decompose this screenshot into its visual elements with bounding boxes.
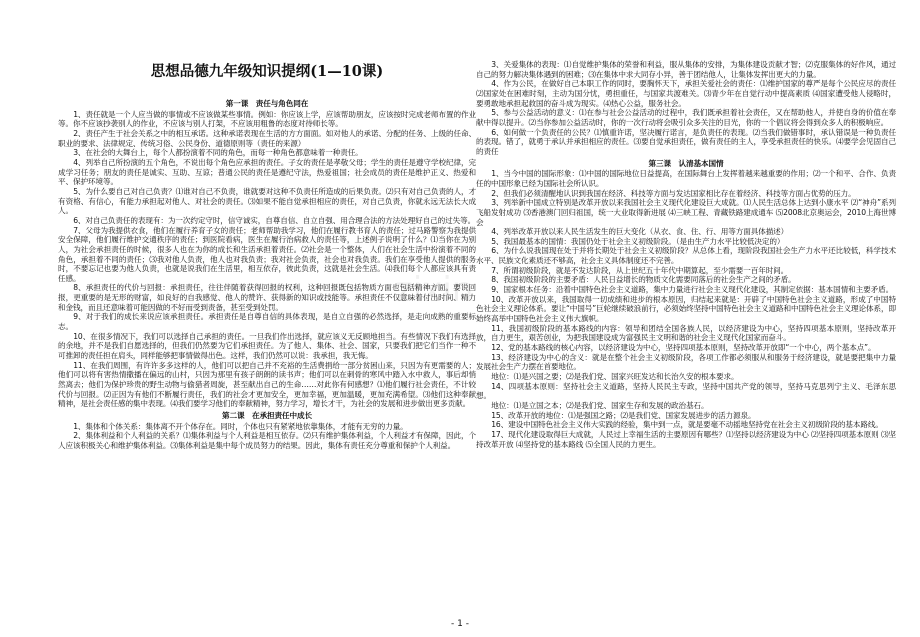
text-paragraph: 9、国家根本任务：沿着中国特色社会主义道路，集中力量进行社会主义现代化建设，其制定依据：基本国情和主要矛盾。 — [491, 285, 894, 295]
page-number: - 1 - — [451, 619, 469, 629]
text-paragraph: 3、在社会的大舞台上，每个人都扮演着不同的角色，而每一种角色都意味着一种责任。 — [73, 148, 363, 158]
text-paragraph: 12、党的基本路线的核心内容，以经济建设为中心，坚持四项基本原则，坚持改革开放即“一个中心，两个基本点”。 — [491, 343, 876, 353]
lesson-heading: 第一课 责任与角色同在 — [225, 99, 309, 108]
watermark: zixin — [395, 270, 474, 310]
text-paragraph: 4、作为公民，在做好自己本职工作的同时，要胸怀天下，承担关爱社会的责任：⑴维护国家的尊严是每个公民应尽的责任 ⑵国家处在困难时刻，主动为国分忧，勇担重任，与国家共渡难关。⑶青少年在自觉行动中提高素质 ⑷国家遭受他人侵略时，要勇敢地承担起救国的奋斗成为现实。⑷热心公益，服务社会。 — [476, 79, 896, 108]
text-paragraph: 6、为什么说我国现在处于并将长期处于社会主义初级阶段？从总体上看，现阶段我国社会生产力水平还比较低，科学技术水平、民族文化素质还不够高，社会主义具体制度还不完善。 — [476, 246, 896, 266]
text-paragraph: 3、列举新中国成立特别是改革开放以来我国社会主义现代化建设巨大成就。⑴人民生活总体上达到小康水平 ⑵“神舟”系列飞船发射成功 ⑶香港澳门回归祖国，统一大业取得新进展 ⑷三峡工程、青藏铁路建成通车 ⑸2008北京奥运会，2010上海世博会 — [476, 198, 896, 227]
text-paragraph: 13、经济建设为中心的含义：就是在整个社会主义初级阶段，各项工作都必须服从和服务于经济建设，就是要把集中力量发展社会生产力摆在首要地位。 — [476, 352, 896, 372]
text-paragraph: 1、当今中国的国际形象：⑴中国的国际地位日益提高，在国际舞台上发挥着越来越重要的作用；⑵一个和平、合作、负责任的中国形象已经为国际社会所认识。 — [476, 169, 896, 188]
left-column-body — [58, 99, 476, 451]
right-column — [476, 60, 896, 449]
text-paragraph: 8、承担责任的代价与回报：承担责任，往往伴随着获得回报的权利，这种回报既包括物质方面也包括精神方面。要说回报，更重要的是无形的财富，如良好的自我感觉、他人的赞许、获得新的知识或技能等。承担责任不仅意味着付出时间、精力和金钱，而且还意味着可能因做的不好而受到责备，甚至受到处罚。 — [58, 283, 476, 312]
text-paragraph: 7、父母为我提供衣食，他们在履行养育子女的责任；老师帮助我学习，他们在履行教书育人的责任；过马路警察为我提供安全保障，他们履行维护交通秩序的责任；到医院看病，医生在履行治病救人的责任等，上述例子说明了什么？⑴当你在为别人，为社会承担责任的时候，很多人也在为你的成长和生活承担着责任。⑵社会是一个整体，人们在社会生活中扮演着不同的角色，承担着不同的责任；⑶我对他人负责，他人也对我负责；我对社会负责，社会也对我负责。我们在享受他人提供的服务时，不要忘记也要为他人负责，也就是说我们在生活里，相互依存，彼此负责，这就是社会生活。⑷我们每个人都应该具有责任感。 — [58, 225, 476, 283]
text-paragraph: 7、所谓初级阶段，就是不发达阶段，从上世纪五十年代中期算起，至少需要一百年时间。 — [491, 265, 789, 275]
text-paragraph: 5、我国最基本的国情：我国仍处于社会主义初级阶段。（是由生产力水平比较低决定的） — [491, 236, 785, 246]
text-paragraph: 4、列举改革开放以来人民生活发生的巨大变化（从衣、食、住、行、用等方面具体描述） — [491, 227, 789, 237]
text-paragraph: 4、列举自己所扮演的五个角色，不说出每个角色应承担的责任。子女的责任是孝敬父母；学生的责任是遵守学校纪律，完成学习任务；朋友的责任是诚实、互助、互谅；普通公民的责任是遵纪守法，热爱祖国；社会成员的责任是维护正义、热爱和平、保护环境等。 — [58, 157, 476, 187]
lesson-heading: 第二课 在承担责任中成长 — [222, 411, 312, 420]
text-paragraph: 10、在很多情况下，我们可以选择自己承担的责任。一旦我们作出选择，就应该义无反顾地担当。有些情况下我们有选择的余地，并不是我们自愿选择的，但我们仍然要为它们承担责任。为了他人、集体、社会、国家，只要我们把它们当作一种不可推卸的责任担在肩头，同样能够把事情做得出色。这样，我们仍然可以说：我承担，我无悔。 — [58, 331, 476, 361]
text-paragraph: 14、四项基本原则：坚持社会主义道路，坚持人民民主专政，坚持中国共产党的领导，坚持马克思列宁主义、毛泽东思想。 — [476, 381, 896, 401]
text-paragraph: 10、改革开放以来，我国取得一切成绩和进步的根本原因，归结起来就是：开辟了中国特色社会主义道路，形成了中国特色社会主义理论体系。要让“中国号”巨轮继续破浪前行，必须始终坚持中国特色社会主义道路和中国特色社会主义理论体系，即始终高举中国特色社会主义伟大旗帜。 — [476, 294, 896, 324]
text-paragraph: 16、建设中国特色社会主义伟大实践的经验，集中到一点，就是要毫不动摇地坚持党在社会主义初级阶段的基本路线。 — [491, 420, 883, 430]
text-paragraph: 9、对于我们的成长来说应该承担责任。承担责任是自尊自信的具体表现，是自立自强的必然选择，是走向成熟的重要标志。 — [58, 312, 476, 332]
text-paragraph: 3、关爱集体的表现：⑴自觉维护集体的荣誉和利益，服从集体的安排，为集体建设贡献才智；⑵克服集体的好作风，通过自己的努力解决集体遇到的困难；⑶在集体中求大同存小异，善于团结他人，让集体发挥出更大的力量。 — [476, 60, 896, 79]
text-paragraph: 1、责任就是一个人应当做的事情或不应该做某些事情。例如：你应该上学，应该帮助朋友，应该按时完成老师布置的作业等。你不应该抄袭别人的作业，不应该与别人打架，不应该用粗鲁的态度对待师长等。 — [58, 109, 476, 129]
text-paragraph: 11、我国初级阶段的基本路线的内容：领导和团结全国各族人民，以经济建设为中心，坚持四项基本原则，坚持改革开放，自力更生，艰苦创业，为把我国建设成为富强民主文明和谐的社会主义现代化国家而奋斗。 — [476, 323, 896, 343]
text-paragraph: 地位：⑴是兴国之要；⑵是我们党、国家兴旺发达和长治久安的根本要求。 — [491, 372, 739, 381]
lesson-heading: 第三课 认清基本国情 — [648, 158, 724, 168]
right-column-body — [476, 60, 896, 449]
text-paragraph: 15、改革开放的地位：⑴是强国之路；⑵是我们党、国家发展进步的活力源泉。 — [491, 410, 756, 420]
text-paragraph: 6、如何做一个负责任的公民？⑴慎重许诺，坚决履行诺言，是负责任的表现。⑵当我们做错事时，承认错误是一种负责任的表现。错了，就勇于承认并承担相应的责任。⑶要自觉承担责任，做有责任的主人，享受承担责任的快乐。⑷要学会见固自己的责任 — [476, 127, 896, 156]
text-paragraph: 2、但我们必须清醒地认识到我国在经济、科技等方面与发达国家相比存在着经济、科技等方面占优势的压力。 — [491, 188, 856, 198]
text-paragraph: 5、参与公益活动的意义：⑴在参与社会公益活动的过程中，我们既承担着社会责任，又在帮助他人，并使自身的价值在奉献中得以提升。⑵当你参加公益活动时，你的一次行动将会吸引众多关注的目光，你的一个倡议将会得到众多人的积极响应。 — [476, 108, 896, 127]
text-paragraph: 11、在我们周围，有许许多多这样的人，他们可以把自己并不充裕的生活费捐给一部分贫困山来，只因为有更需要的人；他们可以将有害热情撒播在偏远的山村，只因为那里有孩子朗朗的读书声；他们可以在刺骨的寒风中踏入水中救人，事后却悄然离去；他们为保护珍贵的野生动物与偷猎者周旋，甚至献出自己的生命……对此你有何感想？⑴他们履行社会责任，不计较代价与回报。⑵正因为有他们不断履行责任，我们的社会才更加安全，更加幸福，更加温暖，更加充满希望。⑶他们这种奉献精神，是社会责任感的集中表现。⑷我们要学习他们的奉献精神，努力学习，增长才干，为社会的发展和进步做出更多贡献。 — [58, 360, 476, 409]
document-title: 思想品德九年级知识提纲(1—10课) — [150, 63, 384, 80]
text-paragraph: 2、集体利益和个人利益的关系？⑴集体利益与个人利益是相互依存。⑵只有维护集体利益，个人利益才有保障，因此，个人应该积极关心和维护集体利益。⑶集体利益是集中每个成员努力的结果。因此，集体有责任充分尊重和保护个人利益。 — [58, 431, 476, 450]
text-paragraph: 6、对自己负责任的表现有：为一次约定守时，信守诚实，自尊自信、自立自强、用合理合法的方法处理好自己的过失等。 — [73, 215, 476, 225]
text-paragraph: 1、集体和个体关系：集体离不开个体存在。同时，个体也只有紧紧地依靠集体，才能有无穷的力量。 — [73, 421, 408, 431]
text-paragraph: 2、责任产生于社会关系之中的相互承诺。这种承诺表现在生活的方方面面。如对他人的承诺、分配的任务、上级的任命、职业的要求、法律规定、传统习俗、公民身份、道德原则等（责任的来源） — [58, 128, 476, 148]
left-column — [58, 66, 476, 451]
text-paragraph: 17、现代化建设取得巨大成就，人民过上幸福生活的主要原因有哪些？⑴坚持以经济建设为中心 ⑵坚持四项基本原则 ⑶坚持改革开放 ⑷坚持党的基本路线 ⑸全国人民的力更生。 — [476, 429, 896, 449]
text-paragraph: 8、我国初级阶段的主要矛盾：人民日益增长的物质文化需要同落后的社会生产之间的矛盾。 — [491, 275, 796, 285]
text-paragraph: 地位：⑴是立国之本；⑵是我们党、国家生存和发展的政治基石。 — [491, 400, 709, 410]
text-paragraph: 5、为什么要自己对自己负责？⑴谁对自己不负责，谁就要对这种不负责任所造成的后果负责。⑵只有对自己负责的人，才有资格、有信心，有能力承担起对他人、对社会的责任。⑶如果不能自觉承担相应的责任，对自己负责，你就永远无法长大成人。 — [58, 186, 476, 216]
